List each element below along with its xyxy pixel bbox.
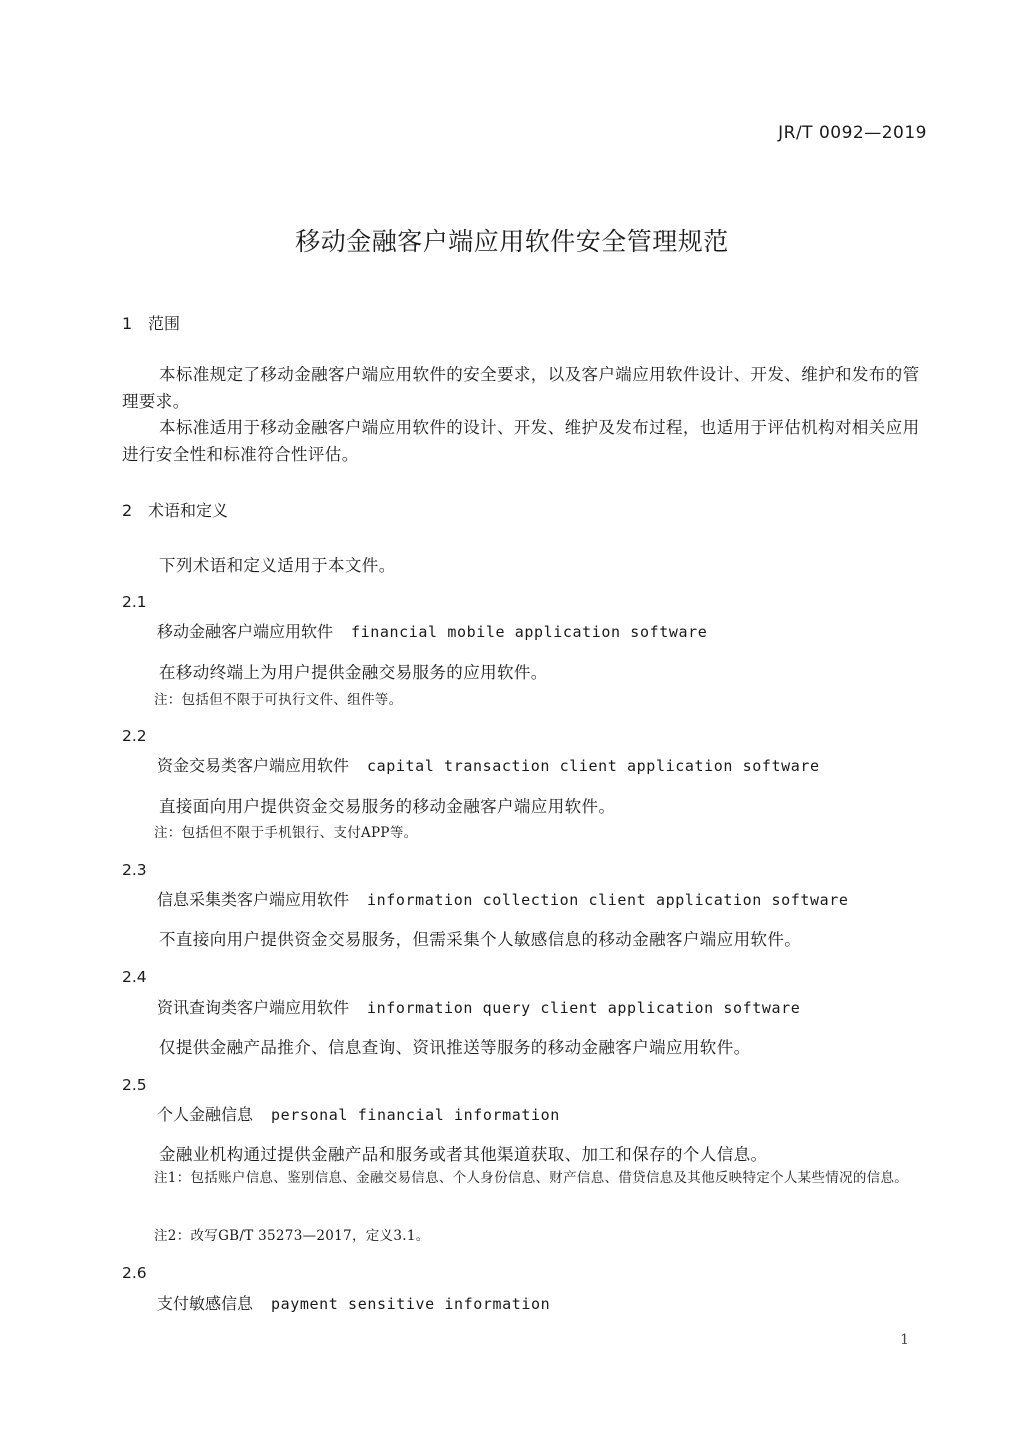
term-zh: 支付敏感信息 — [157, 1294, 254, 1313]
term-en: capital transaction client application software — [367, 757, 820, 775]
term-entry — [157, 619, 707, 642]
term-entry — [157, 995, 800, 1018]
term-number: 2.5 — [122, 1076, 147, 1094]
term-zh: 资金交易类客户端应用软件 — [157, 756, 350, 775]
term-zh: 移动金融客户端应用软件 — [157, 622, 334, 641]
term-entry — [157, 1102, 560, 1125]
paragraph: 本标准规定了移动金融客户端应用软件的安全要求，以及客户端应用软件设计、开发、维护和发布的管理要求。 — [122, 365, 920, 411]
paragraph: 本标准适用于移动金融客户端应用软件的设计、开发、维护及发布过程，也适用于评估机构对相关应用进行安全性和标准符合性评估。 — [122, 418, 920, 464]
document-title: 移动金融客户端应用软件安全管理规范 — [295, 227, 729, 256]
section-number: 1 — [122, 314, 133, 333]
term-number: 2.3 — [122, 861, 147, 879]
term-definition: 直接面向用户提供资金交易服务的移动金融客户端应用软件。 — [159, 797, 616, 816]
term-en: information collection client application software — [367, 891, 849, 909]
section-heading-2 — [122, 498, 228, 521]
term-en: information query client application software — [367, 999, 801, 1017]
section-number: 2 — [122, 501, 133, 520]
term-zh: 资讯查询类客户端应用软件 — [157, 998, 350, 1017]
term-definition: 在移动终端上为用户提供金融交易服务的应用软件。 — [159, 663, 548, 682]
term-zh: 信息采集类客户端应用软件 — [157, 890, 350, 909]
term-en: financial mobile application software — [351, 623, 708, 641]
term-entry — [157, 753, 820, 776]
term-en: payment sensitive information — [271, 1295, 551, 1313]
term-number: 2.2 — [122, 727, 147, 745]
term-en: personal financial information — [271, 1106, 560, 1124]
term-number: 2.1 — [122, 593, 147, 611]
term-zh: 个人金融信息 — [157, 1105, 254, 1124]
term-entry — [157, 887, 849, 910]
section-intro: 下列术语和定义适用于本文件。 — [159, 556, 396, 575]
term-note: 注2：改写GB/T 35273—2017，定义3.1。 — [154, 1228, 430, 1244]
term-number: 2.4 — [122, 968, 147, 986]
document-code: JR/T 0092—2019 — [778, 123, 927, 143]
page-number: 1 — [900, 1332, 909, 1348]
term-note: 注1：包括账户信息、鉴别信息、金融交易信息、个人身份信息、财产信息、借贷信息及其他反映特定个人某些情况的信息。 — [154, 1170, 909, 1186]
term-entry — [157, 1291, 550, 1314]
section-title: 术语和定义 — [148, 501, 229, 520]
term-note: 注：包括但不限于可执行文件、组件等。 — [154, 692, 403, 708]
term-number: 2.6 — [122, 1264, 147, 1282]
term-note: 注：包括但不限于手机银行、支付APP等。 — [154, 825, 418, 841]
term-definition: 不直接向用户提供资金交易服务，但需采集个人敏感信息的移动金融客户端应用软件。 — [159, 930, 802, 949]
section-heading-1 — [122, 311, 180, 334]
term-definition: 仅提供金融产品推介、信息查询、资讯推送等服务的移动金融客户端应用软件。 — [159, 1038, 751, 1057]
section-title: 范围 — [148, 314, 181, 333]
term-definition: 金融业机构通过提供金融产品和服务或者其他渠道获取、加工和保存的个人信息。 — [159, 1145, 768, 1164]
